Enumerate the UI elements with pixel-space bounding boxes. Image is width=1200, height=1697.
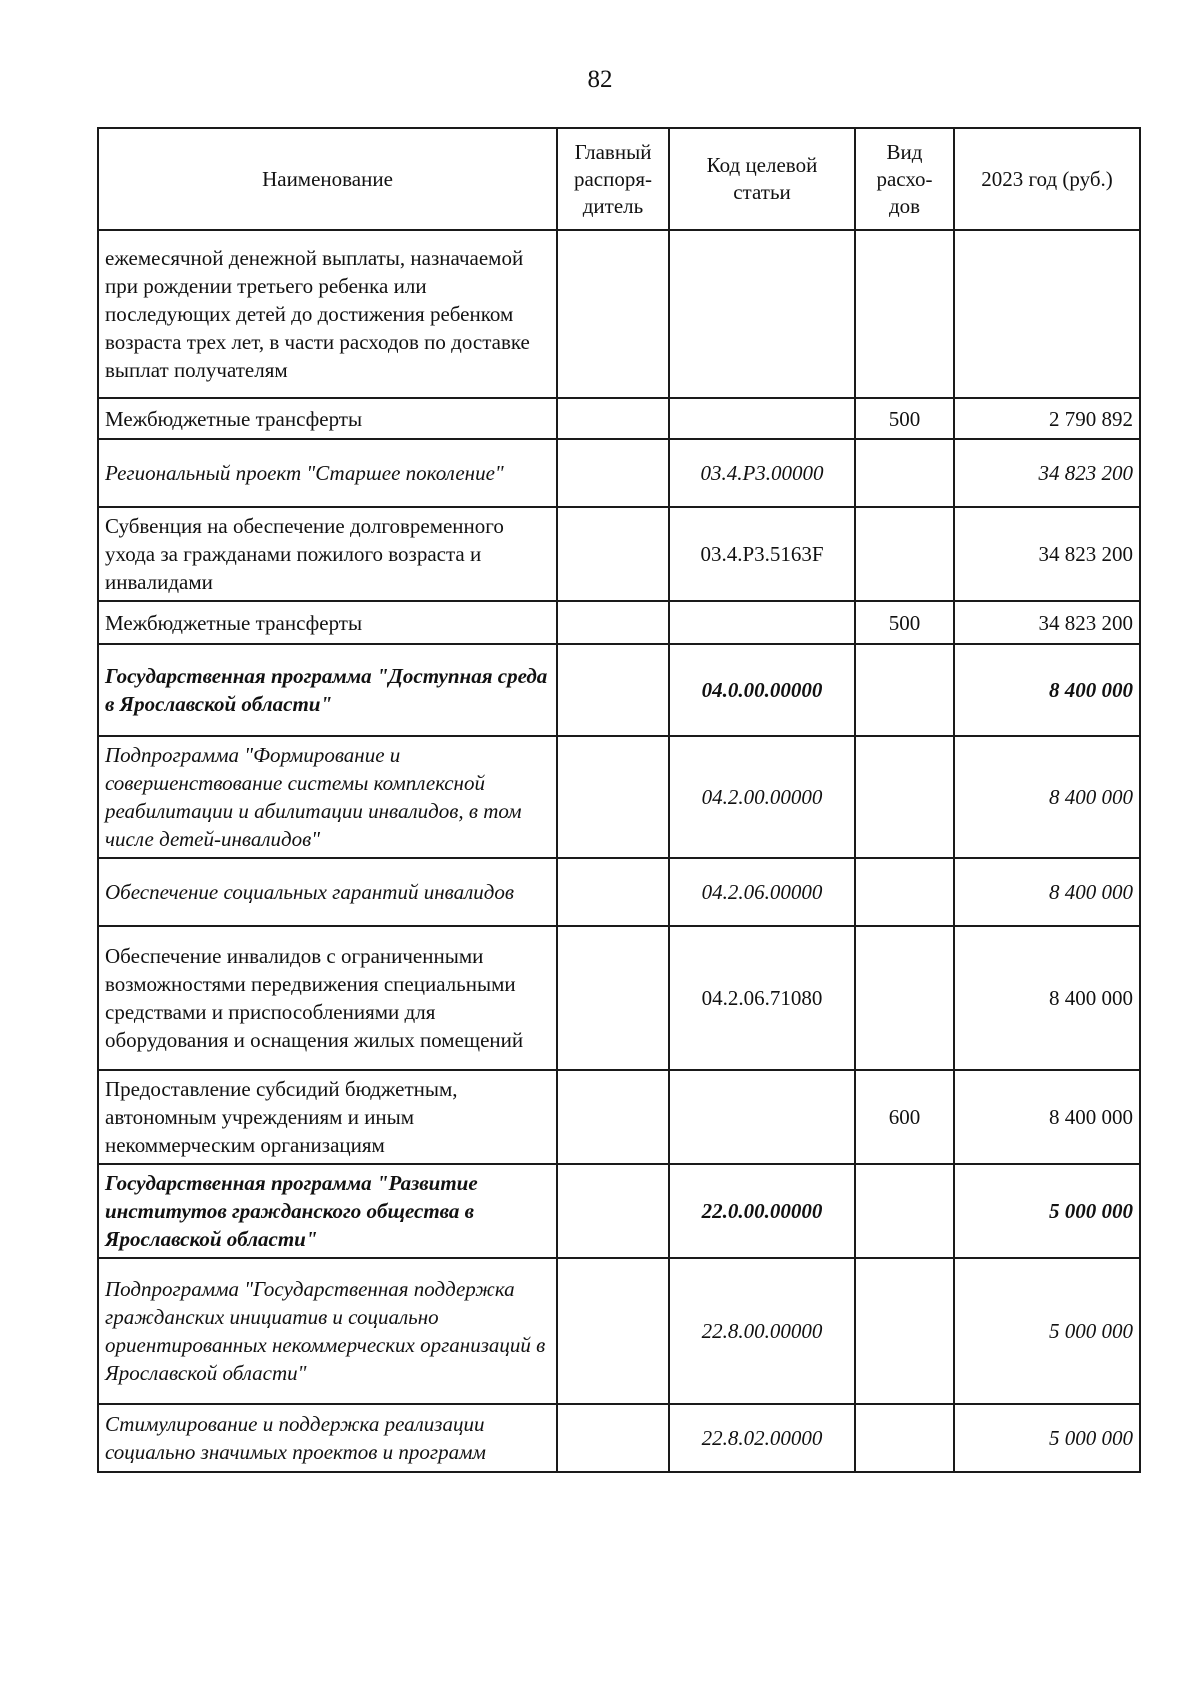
table-row	[98, 1404, 1140, 1472]
budget-table	[97, 127, 1141, 1473]
table-row	[98, 439, 1140, 507]
table-row	[98, 1164, 1140, 1258]
cell-kind: 600	[855, 1070, 954, 1164]
cell-code: 04.2.06.71080	[669, 926, 855, 1070]
cell-code	[669, 601, 855, 644]
cell-amount: 34 823 200	[954, 601, 1140, 644]
cell-code: 04.0.00.00000	[669, 644, 855, 736]
cell-name: Предоставление субсидий бюджетным, автономным учреждениям и иным некоммерческим организациям	[98, 1070, 557, 1164]
header-kind: Вид расхо-дов	[855, 128, 954, 230]
cell-name: Государственная программа "Доступная среда в Ярославской области"	[98, 644, 557, 736]
cell-name: Подпрограмма "Формирование и совершенствование системы комплексной реабилитации и абилитации инвалидов, в том числе детей-инвалидов"	[98, 736, 557, 858]
cell-code	[669, 230, 855, 398]
cell-manager	[557, 1404, 669, 1472]
cell-name: Межбюджетные трансферты	[98, 601, 557, 644]
cell-code	[669, 1070, 855, 1164]
header-row	[98, 128, 1140, 230]
cell-manager	[557, 926, 669, 1070]
table-row	[98, 736, 1140, 858]
cell-kind	[855, 858, 954, 926]
cell-code: 22.0.00.00000	[669, 1164, 855, 1258]
table-row	[98, 398, 1140, 439]
cell-manager	[557, 736, 669, 858]
table-row	[98, 1258, 1140, 1404]
header-code: Код целевой статьи	[669, 128, 855, 230]
table-row	[98, 507, 1140, 601]
cell-manager	[557, 1164, 669, 1258]
cell-kind	[855, 736, 954, 858]
cell-manager	[557, 1258, 669, 1404]
table-row	[98, 601, 1140, 644]
cell-name: Государственная программа "Развитие институтов гражданского общества в Ярославской области"	[98, 1164, 557, 1258]
cell-amount: 2 790 892	[954, 398, 1140, 439]
cell-kind	[855, 230, 954, 398]
cell-amount: 34 823 200	[954, 507, 1140, 601]
cell-amount: 5 000 000	[954, 1258, 1140, 1404]
cell-code: 04.2.06.00000	[669, 858, 855, 926]
cell-name: Стимулирование и поддержка реализации социально значимых проектов и программ	[98, 1404, 557, 1472]
page-number: 82	[587, 66, 613, 93]
cell-manager	[557, 1070, 669, 1164]
cell-name: Подпрограмма "Государственная поддержка гражданских инициатив и социально ориентированных некоммерческих организаций в Ярославской области"	[98, 1258, 557, 1404]
cell-code: 22.8.02.00000	[669, 1404, 855, 1472]
cell-name: Межбюджетные трансферты	[98, 398, 557, 439]
cell-manager	[557, 398, 669, 439]
table-row	[98, 644, 1140, 736]
header-name: Наименование	[98, 128, 557, 230]
table-row	[98, 1070, 1140, 1164]
cell-kind	[855, 507, 954, 601]
cell-manager	[557, 439, 669, 507]
cell-name: ежемесячной денежной выплаты, назначаемой при рождении третьего ребенка или последующих детей до достижения ребенком возраста трех лет, в части расходов по доставке выплат получателям	[98, 230, 557, 398]
table-row	[98, 926, 1140, 1070]
cell-name: Обеспечение инвалидов с ограниченными возможностями передвижения специальными средствами и приспособлениями для оборудования и оснащения жилых помещений	[98, 926, 557, 1070]
table-header	[98, 128, 1140, 230]
cell-kind	[855, 644, 954, 736]
cell-amount: 8 400 000	[954, 926, 1140, 1070]
cell-code	[669, 398, 855, 439]
cell-manager	[557, 507, 669, 601]
cell-manager	[557, 644, 669, 736]
header-amount: 2023 год (руб.)	[954, 128, 1140, 230]
cell-amount: 34 823 200	[954, 439, 1140, 507]
cell-amount	[954, 230, 1140, 398]
cell-manager	[557, 858, 669, 926]
cell-kind	[855, 1164, 954, 1258]
cell-kind: 500	[855, 601, 954, 644]
cell-kind	[855, 439, 954, 507]
table-row	[98, 230, 1140, 398]
table-row	[98, 858, 1140, 926]
cell-name: Обеспечение социальных гарантий инвалидов	[98, 858, 557, 926]
cell-code: 04.2.00.00000	[669, 736, 855, 858]
cell-name: Региональный проект "Старшее поколение"	[98, 439, 557, 507]
cell-amount: 5 000 000	[954, 1164, 1140, 1258]
cell-amount: 5 000 000	[954, 1404, 1140, 1472]
cell-code: 22.8.00.00000	[669, 1258, 855, 1404]
cell-amount: 8 400 000	[954, 858, 1140, 926]
header-manager: Главный распоря-дитель	[557, 128, 669, 230]
cell-code: 03.4.P3.00000	[669, 439, 855, 507]
table-body	[98, 230, 1140, 1472]
cell-name: Субвенция на обеспечение долговременного ухода за гражданами пожилого возраста и инвалидами	[98, 507, 557, 601]
cell-kind: 500	[855, 398, 954, 439]
cell-amount: 8 400 000	[954, 1070, 1140, 1164]
cell-manager	[557, 230, 669, 398]
cell-kind	[855, 926, 954, 1070]
cell-kind	[855, 1404, 954, 1472]
cell-manager	[557, 601, 669, 644]
cell-code: 03.4.P3.5163F	[669, 507, 855, 601]
cell-amount: 8 400 000	[954, 736, 1140, 858]
cell-kind	[855, 1258, 954, 1404]
cell-amount: 8 400 000	[954, 644, 1140, 736]
